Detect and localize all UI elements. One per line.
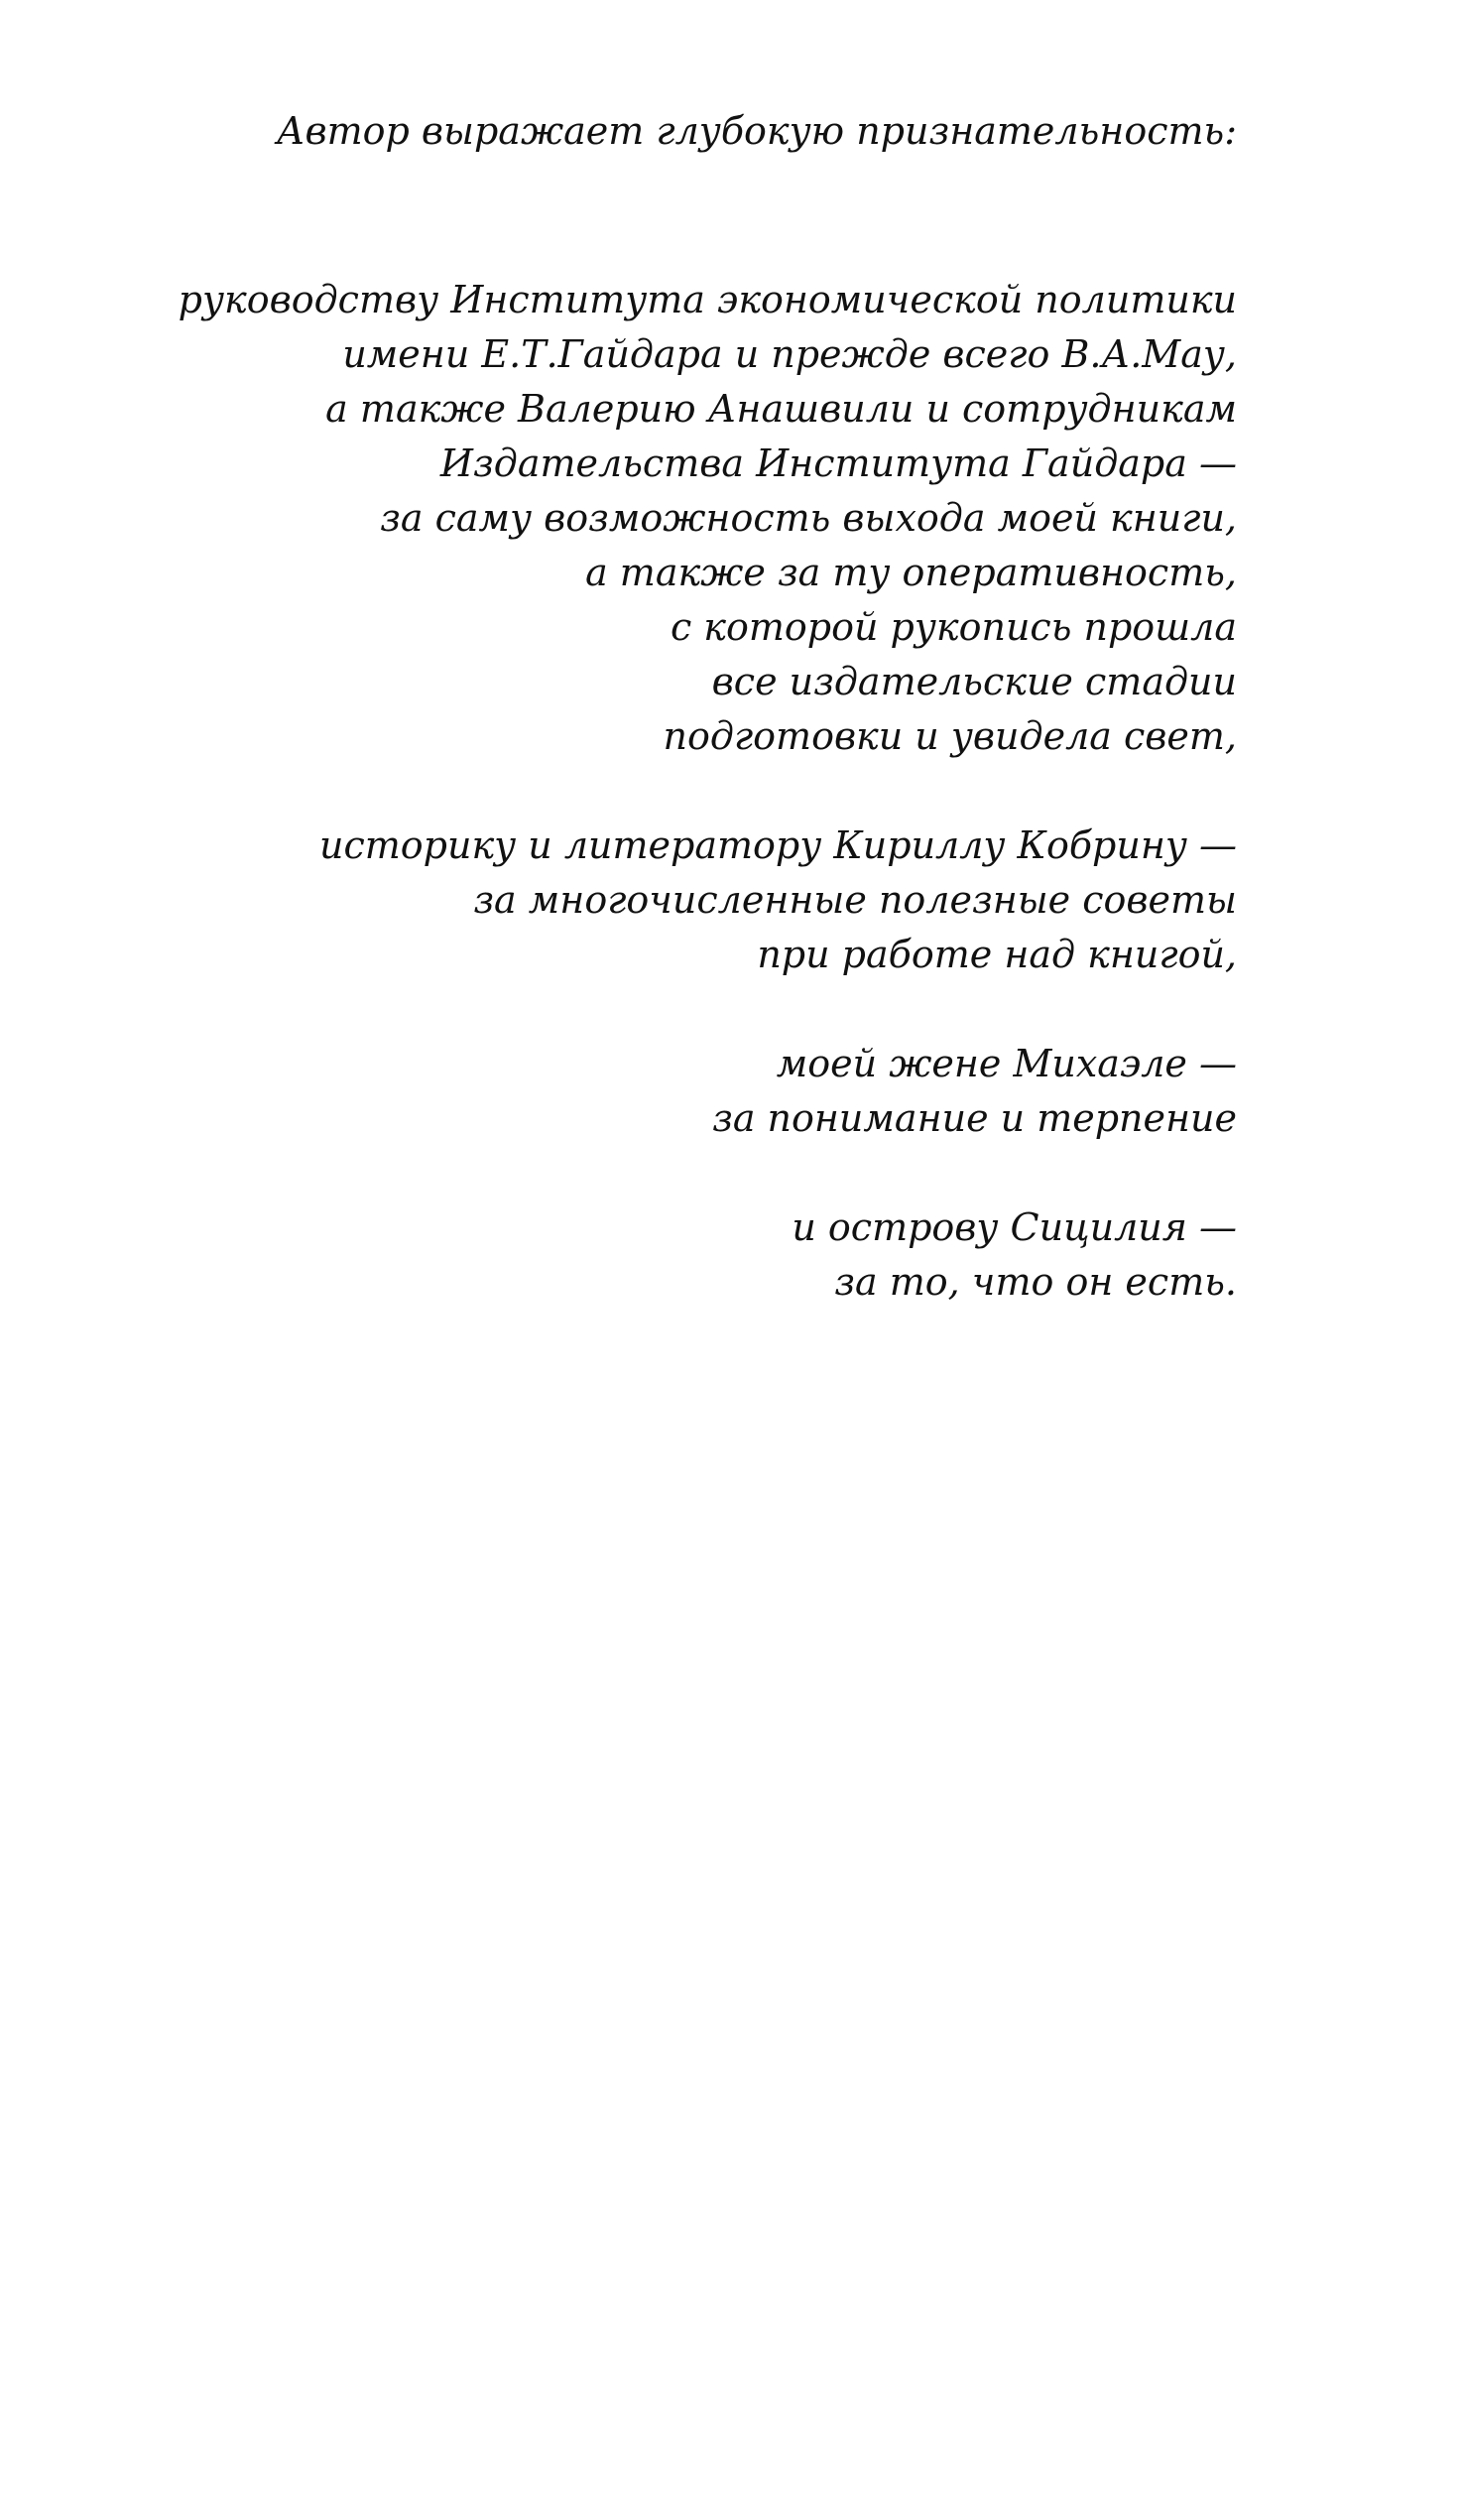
acknowledgement-line: руководству Института экономической политики bbox=[178, 278, 1237, 321]
acknowledgement-line: за понимание и терпение bbox=[712, 1096, 1237, 1140]
acknowledgement-line: и острову Сицилия — bbox=[792, 1205, 1237, 1249]
acknowledgement-line: подготовки и увидела свет, bbox=[663, 714, 1237, 758]
acknowledgement-line: а также Валерию Анашвили и сотрудникам bbox=[325, 387, 1237, 431]
acknowledgements bbox=[146, 101, 1237, 1310]
acknowledgement-line: а также за ту оперативность, bbox=[585, 551, 1237, 594]
acknowledgement-line: моей жене Михаэле — bbox=[776, 1042, 1237, 1085]
acknowledgement-sicily bbox=[146, 1200, 1237, 1310]
acknowledgement-line: с которой рукопись прошла bbox=[670, 605, 1237, 649]
acknowledgements-intro: Автор выражает глубокую признательность: bbox=[276, 109, 1237, 153]
acknowledgement-line: историку и литератору Кириллу Кобрину — bbox=[319, 823, 1237, 867]
acknowledgement-wife bbox=[146, 1037, 1237, 1146]
acknowledgement-kobrin bbox=[146, 819, 1237, 982]
acknowledgement-line: за многочисленные полезные советы bbox=[473, 878, 1237, 922]
acknowledgement-line: за саму возможность выхода моей книги, bbox=[380, 496, 1237, 540]
acknowledgement-line: Издательства Института Гайдара — bbox=[439, 441, 1237, 485]
acknowledgement-institute bbox=[146, 273, 1237, 764]
acknowledgement-line: все издательские стадии bbox=[711, 660, 1237, 703]
acknowledgement-line: имени Е.Т.Гайдара и прежде всего В.А.Мау, bbox=[342, 332, 1237, 376]
acknowledgement-line: за то, что он есть. bbox=[834, 1260, 1237, 1304]
acknowledgement-line: при работе над книгой, bbox=[757, 933, 1237, 976]
